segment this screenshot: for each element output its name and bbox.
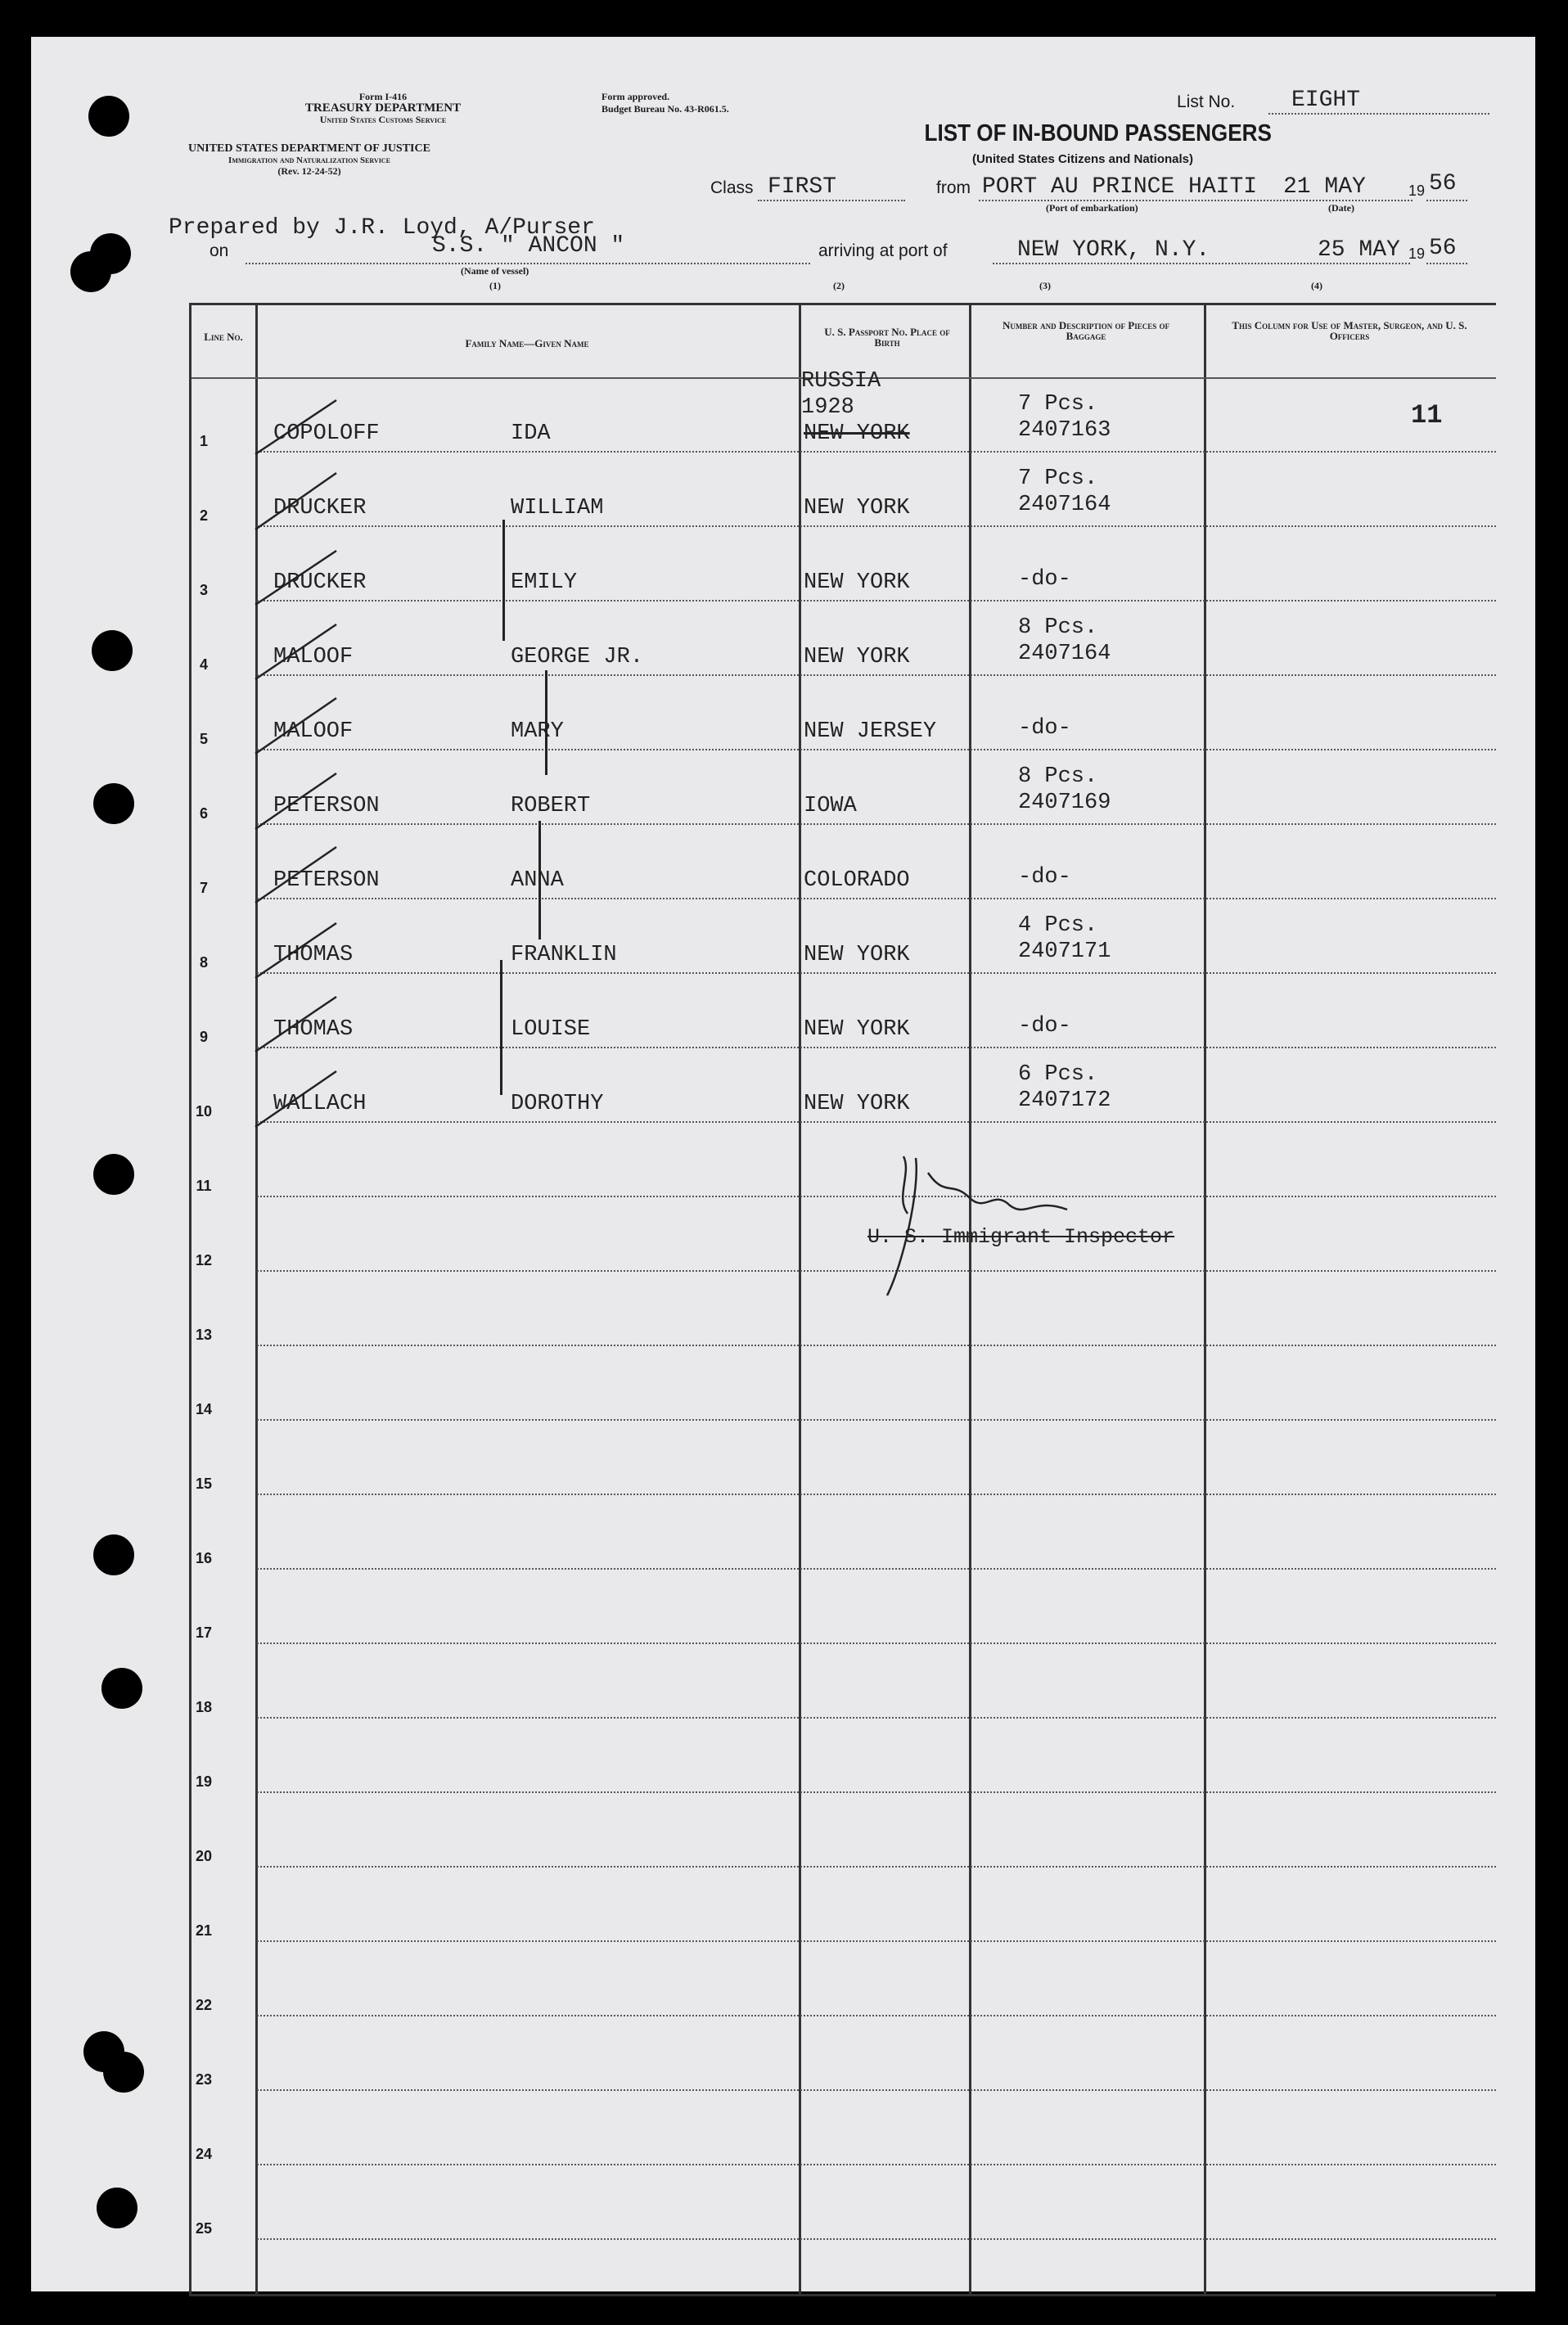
place-of-birth: NEW YORK <box>804 496 910 520</box>
table-row <box>257 674 1496 676</box>
budget-bureau: Budget Bureau No. 43-R061.5. <box>602 103 729 115</box>
place-of-birth: IOWA <box>804 794 857 818</box>
family-name: MALOOF <box>273 645 354 669</box>
header-officers: This Column for Use of Master, Surgeon, and U. S. Officers <box>1232 319 1467 342</box>
line-number: 22 <box>195 1997 213 2013</box>
manifest-page <box>31 37 1535 2291</box>
embark-year-prefix: 19 <box>1408 182 1426 199</box>
list-no-label: List No. <box>1177 92 1236 111</box>
baggage-number: -do- <box>1018 567 1071 592</box>
arriving-label: arriving at port of <box>818 241 948 260</box>
table-row <box>257 1568 1496 1570</box>
table-row <box>257 1047 1496 1048</box>
baggage-count: 8 Pcs. <box>1018 764 1098 789</box>
customs-service: United States Customs Service <box>319 114 447 125</box>
family-name: COPOLOFF <box>273 421 380 446</box>
baggage-number: 2407171 <box>1018 939 1111 964</box>
baggage-number: 2407164 <box>1018 642 1111 666</box>
family-name: THOMAS <box>273 943 354 967</box>
family-bracket <box>538 821 541 939</box>
table-row <box>257 1717 1496 1719</box>
line-number: 2 <box>199 507 208 524</box>
place-of-birth: COLORADO <box>804 868 910 893</box>
line-number: 16 <box>195 1550 213 1566</box>
given-name: IDA <box>511 421 551 446</box>
on-label: on <box>210 241 229 260</box>
header-line-no: Line No. <box>204 331 243 343</box>
header-passport: U. S. Passport No. Place of Birth <box>824 326 950 349</box>
line-number: 23 <box>195 2071 213 2088</box>
arrival-date: 25 MAY <box>1318 237 1400 263</box>
place-of-birth: NEW YORK <box>804 421 910 446</box>
family-name: WALLACH <box>273 1092 367 1116</box>
vessel-name: S.S. " ANCON " <box>432 233 625 259</box>
punch-hole <box>97 2188 137 2228</box>
line-number: 14 <box>195 1401 213 1417</box>
baggage-count: 4 Pcs. <box>1018 913 1098 938</box>
justice-dept: UNITED STATES DEPARTMENT OF JUSTICE <box>188 142 430 155</box>
list-no-value: EIGHT <box>1291 88 1361 113</box>
baggage-count: 8 Pcs. <box>1018 615 1098 640</box>
list-title: LIST OF IN-BOUND PASSENGERS <box>924 120 1272 146</box>
baggage-number: 2407163 <box>1018 418 1111 443</box>
baggage-number: 2407172 <box>1018 1088 1111 1113</box>
revision-date: (Rev. 12-24-52) <box>277 165 341 177</box>
table-row <box>257 1791 1496 1793</box>
vessel-caption: (Name of vessel) <box>461 265 529 277</box>
given-name: EMILY <box>511 570 578 595</box>
family-name: DRUCKER <box>273 496 367 520</box>
line-number: 10 <box>195 1103 213 1120</box>
given-name: ANNA <box>511 868 564 893</box>
punch-hole <box>70 251 111 292</box>
family-bracket <box>545 670 547 775</box>
place-of-birth: NEW YORK <box>804 570 910 595</box>
column-number-1: (1) <box>489 280 501 291</box>
officer-note: 11 <box>1411 400 1443 430</box>
table-row <box>257 600 1496 602</box>
passenger-table <box>189 303 1496 2296</box>
header-baggage: Number and Description of Pieces of Baggage <box>1003 319 1169 342</box>
punch-hole <box>93 1534 134 1575</box>
table-row <box>257 451 1496 453</box>
form-approved: Form approved. <box>602 91 670 102</box>
given-name: WILLIAM <box>511 496 604 520</box>
given-name: MARY <box>511 719 564 744</box>
table-row <box>257 2015 1496 2016</box>
line-number: 19 <box>195 1773 213 1790</box>
port-embark-caption: (Port of embarkation) <box>1046 202 1138 214</box>
line-number: 9 <box>199 1029 208 1045</box>
line-number: 1 <box>199 433 208 449</box>
place-of-birth: NEW JERSEY <box>804 719 937 744</box>
table-row <box>257 898 1496 899</box>
given-name: DOROTHY <box>511 1092 604 1116</box>
given-name: LOUISE <box>511 1017 591 1042</box>
line-number: 13 <box>195 1327 213 1343</box>
line-number: 4 <box>199 656 208 673</box>
table-row <box>257 1494 1496 1495</box>
class-label: Class <box>710 178 754 197</box>
family-name: MALOOF <box>273 719 354 744</box>
table-row <box>257 2089 1496 2091</box>
place-of-birth: NEW YORK <box>804 1092 910 1116</box>
line-number: 24 <box>195 2146 213 2162</box>
family-name: PETERSON <box>273 794 380 818</box>
line-number: 5 <box>199 731 208 747</box>
arrival-port: NEW YORK, N.Y. <box>1017 237 1210 263</box>
column-number-4: (4) <box>1311 280 1322 291</box>
table-row <box>257 1866 1496 1868</box>
family-name: THOMAS <box>273 1017 354 1042</box>
table-row <box>257 2238 1496 2240</box>
inspector-caption: U. S. Immigrant Inspector <box>867 1225 1175 1249</box>
table-row <box>257 525 1496 527</box>
baggage-number: -do- <box>1018 865 1071 890</box>
punch-hole <box>88 96 129 137</box>
baggage-count: 7 Pcs. <box>1018 392 1098 417</box>
punch-hole <box>101 1668 142 1709</box>
baggage-number: -do- <box>1018 716 1071 741</box>
column-number-3: (3) <box>1039 280 1051 291</box>
line-number: 25 <box>195 2220 213 2237</box>
place-of-birth: NEW YORK <box>804 1017 910 1042</box>
table-row <box>257 1940 1496 1942</box>
baggage-number: 2407164 <box>1018 493 1111 517</box>
line-number: 6 <box>199 805 208 822</box>
baggage-count: 7 Pcs. <box>1018 466 1098 491</box>
line-number: 18 <box>195 1699 213 1715</box>
punch-hole <box>93 783 134 824</box>
date-caption: (Date) <box>1328 202 1354 214</box>
family-name: DRUCKER <box>273 570 367 595</box>
column-number-2: (2) <box>833 280 845 291</box>
form-number: Form I-416 <box>358 91 408 102</box>
table-row <box>257 972 1496 974</box>
prepared-by: Prepared by J.R. Loyd, A/Purser <box>169 215 595 241</box>
family-bracket <box>500 960 502 1095</box>
baggage-number: -do- <box>1018 1014 1071 1039</box>
line-number: 8 <box>199 954 208 971</box>
place-of-birth: NEW YORK <box>804 645 910 669</box>
given-name: GEORGE JR. <box>511 645 644 669</box>
table-row <box>257 1642 1496 1644</box>
family-bracket <box>502 520 505 641</box>
check-marks <box>241 379 404 1140</box>
arrival-year: 56 <box>1429 236 1457 261</box>
embark-year: 56 <box>1429 171 1457 196</box>
table-row <box>257 823 1496 825</box>
embarkation-date: 21 MAY <box>1283 174 1366 200</box>
line-number: 7 <box>199 880 208 896</box>
treasury-dept: TREASURY DEPARTMENT <box>304 101 462 115</box>
table-row <box>257 2164 1496 2165</box>
table-row <box>257 1121 1496 1123</box>
class-value: FIRST <box>768 174 837 200</box>
line-number: 11 <box>196 1178 212 1194</box>
from-label: from <box>936 178 971 197</box>
punch-hole <box>92 630 133 671</box>
baggage-number: 2407169 <box>1018 791 1111 815</box>
header-name: Family Name—Given Name <box>465 337 589 349</box>
table-row <box>257 1419 1496 1421</box>
list-subtitle: (United States Citizens and Nationals) <box>971 152 1194 166</box>
port-of-embarkation: PORT AU PRINCE HAITI <box>982 174 1258 200</box>
table-row <box>257 1345 1496 1346</box>
line-number: 15 <box>195 1476 213 1492</box>
place-of-birth: NEW YORK <box>804 943 910 967</box>
given-name: ROBERT <box>511 794 591 818</box>
family-name: PETERSON <box>273 868 380 893</box>
punch-hole <box>93 1154 134 1195</box>
given-name: FRANKLIN <box>511 943 617 967</box>
line-number: 17 <box>195 1624 213 1641</box>
birth-year: 1928 <box>801 395 854 420</box>
baggage-count: 6 Pcs. <box>1018 1062 1098 1087</box>
line-number: 21 <box>195 1922 213 1939</box>
line-number: 12 <box>195 1252 213 1268</box>
ins-service: Immigration and Naturalization Service <box>228 155 390 165</box>
arrival-year-prefix: 19 <box>1408 246 1426 262</box>
punch-hole <box>103 2052 144 2093</box>
line-number: 3 <box>199 582 208 598</box>
place-of-birth-correction: RUSSIA <box>801 369 881 394</box>
line-number: 20 <box>195 1848 213 1864</box>
table-row <box>257 749 1496 750</box>
